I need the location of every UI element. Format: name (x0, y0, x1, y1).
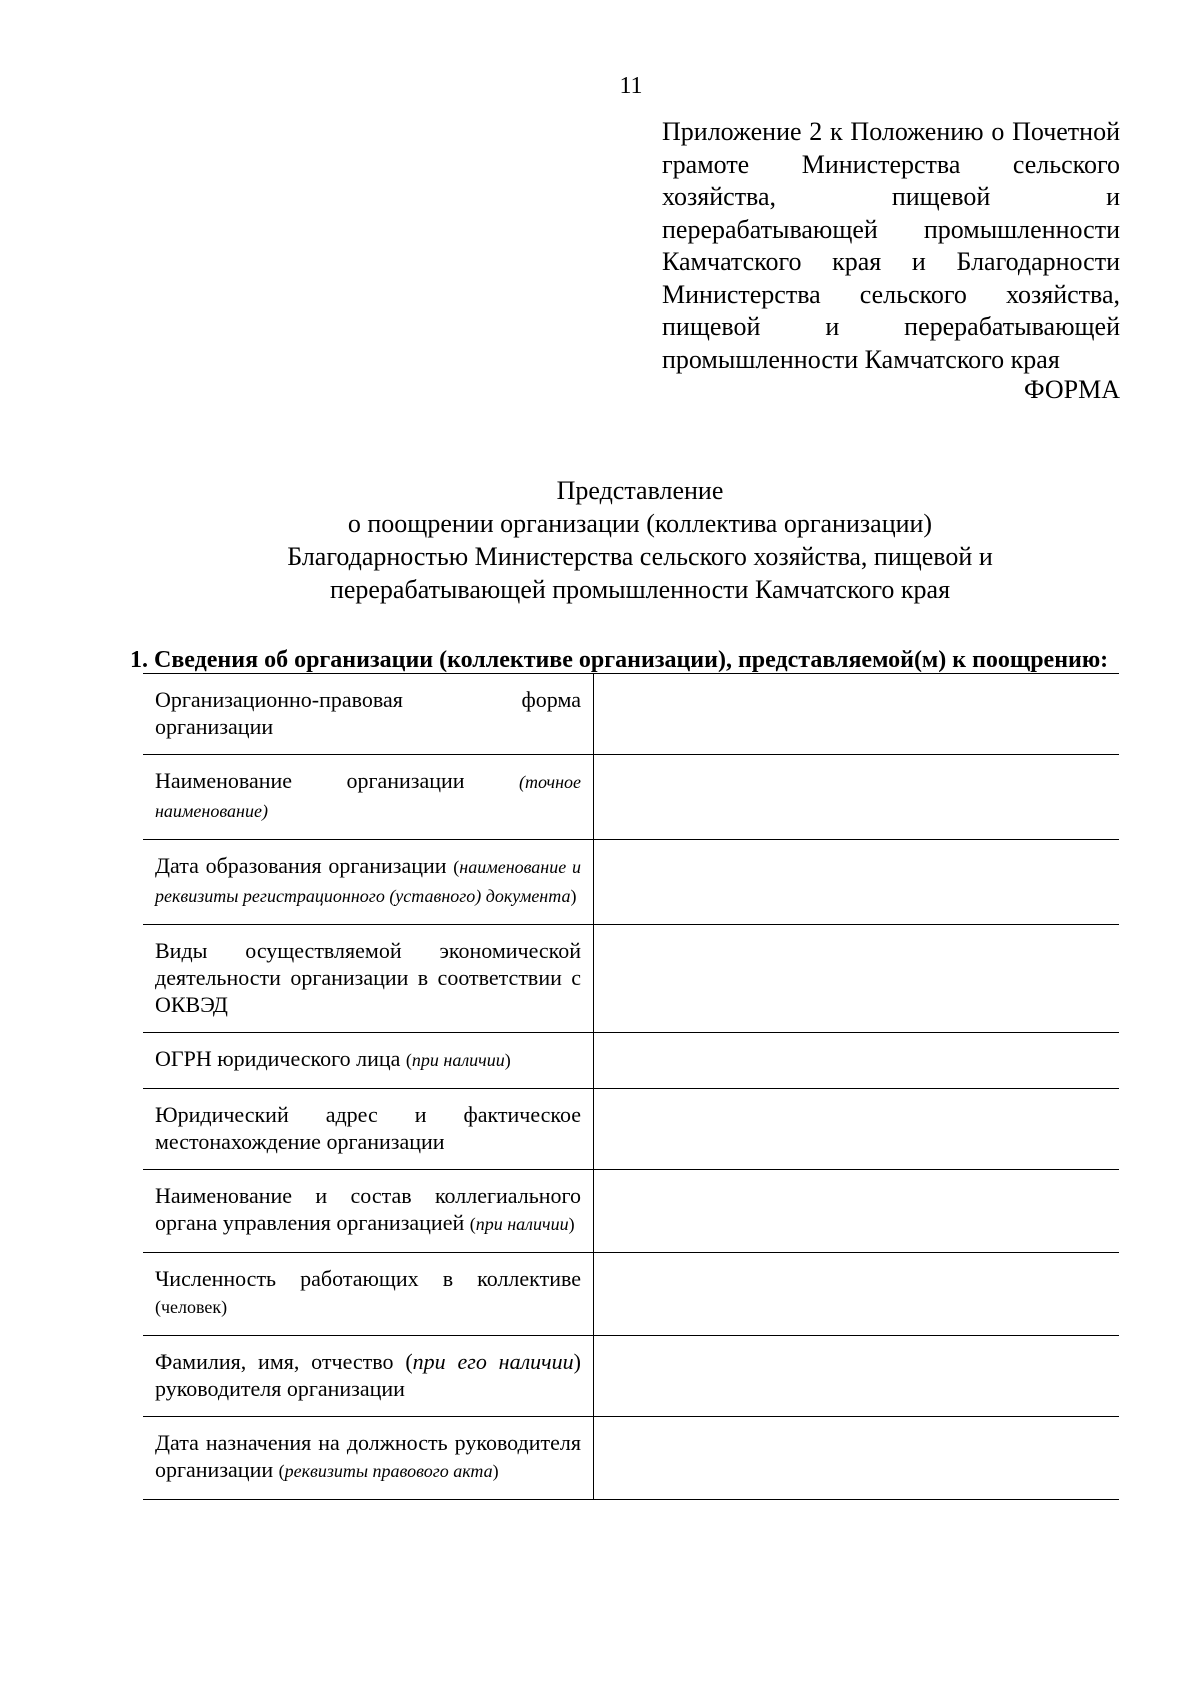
row-value-field[interactable] (594, 674, 1120, 755)
row-label-note: точное наименование) (155, 772, 581, 821)
row-label-text: Фамилия, имя, отчество ( (155, 1349, 413, 1374)
row-label-note: наименование и реквизиты регистрационного (уставного) документа (155, 857, 581, 906)
row-value-field[interactable] (594, 1170, 1120, 1253)
row-label-text: Дата образования организации (155, 853, 454, 878)
row-label-text: Наименование организации (155, 768, 519, 793)
row-label-note-open: ( (405, 1050, 412, 1070)
table-row (143, 840, 1119, 925)
table-row (143, 1170, 1119, 1253)
row-label-note-close: ) руководителя организации (155, 1349, 581, 1401)
appendix-reference (662, 116, 1120, 376)
row-label-text: ОГРН юридического лица (155, 1046, 406, 1071)
row-label-note-close: ) (568, 1214, 575, 1234)
row-value-field[interactable] (594, 1336, 1120, 1417)
title-line-2: о поощрении организации (коллектива организации) (347, 509, 933, 538)
row-label-note-close: (человек) (155, 1297, 228, 1317)
row-value-field[interactable] (594, 840, 1120, 925)
row-label-text: Организационно-правовая форма организации (155, 687, 581, 739)
table-row (143, 755, 1119, 840)
row-value-field[interactable] (594, 1417, 1120, 1500)
table-row (143, 1253, 1119, 1336)
row-value-field[interactable] (594, 1253, 1120, 1336)
document-title (140, 474, 1140, 606)
table-row (143, 1089, 1119, 1170)
row-value-field[interactable] (594, 755, 1120, 840)
table-row (143, 925, 1119, 1033)
row-label-text: Наименование и состав коллегиального органа управления организацией (155, 1183, 581, 1235)
title-line-4: перерабатывающей промышленности Камчатского края (329, 575, 951, 604)
table-row (143, 1033, 1119, 1089)
page-number: 11 (619, 73, 643, 99)
row-label-note: реквизиты правового акта (284, 1461, 493, 1481)
row-label (143, 1089, 594, 1170)
row-label-note: при наличии (475, 1214, 569, 1234)
row-label-note: при наличии (411, 1050, 505, 1070)
row-label (143, 755, 594, 840)
row-label-note-open: ( (453, 857, 460, 877)
table-row (143, 674, 1119, 755)
title-line-1: Представление (556, 476, 724, 505)
row-label-note-close: ) (492, 1461, 499, 1481)
row-label-text: Юридический адрес и фактическое местонахождение организации (155, 1102, 581, 1154)
organization-info-table (143, 673, 1119, 1500)
row-label (143, 1253, 594, 1336)
form-label: ФОРМА (1024, 375, 1120, 404)
row-label (143, 840, 594, 925)
row-label (143, 674, 594, 755)
row-label-note: при его наличии (412, 1349, 574, 1374)
row-label (143, 1170, 594, 1253)
row-value-field[interactable] (594, 1033, 1120, 1089)
row-label (143, 1336, 594, 1417)
row-label-note-close: ) (570, 886, 577, 906)
row-label (143, 925, 594, 1033)
row-label (143, 1417, 594, 1500)
table-row (143, 1336, 1119, 1417)
table-row (143, 1417, 1119, 1500)
title-line-3: Благодарностью Министерства сельского хозяйства, пищевой и (287, 542, 993, 571)
appendix-text: Приложение 2 к Положению о Почетной грамоте Министерства сельского хозяйства, пищевой и перерабатывающей промышленности Камчатского края и Благодарности Министерства сельского хозяйства, пищевой и перерабатывающей промышленности Камчатского края (662, 117, 1120, 374)
row-label-note-open: ( (278, 1461, 285, 1481)
row-label-text: Дата назначения на должность руководителя организации (155, 1430, 581, 1482)
row-value-field[interactable] (594, 1089, 1120, 1170)
row-value-field[interactable] (594, 925, 1120, 1033)
row-label-text: Численность работающих в коллективе (155, 1266, 581, 1291)
row-label-note-close: ) (504, 1050, 511, 1070)
section-1-heading: 1. Сведения об организации (коллективе организации), представляемой(м) к поощрению: (130, 647, 1109, 673)
row-label-text: Виды осуществляемой экономической деятельности организации в соответствии с ОКВЭД (155, 938, 581, 1017)
row-label (143, 1033, 594, 1089)
row-label-note-open: ( (469, 1214, 476, 1234)
row-label-note-open: ( (518, 772, 525, 792)
